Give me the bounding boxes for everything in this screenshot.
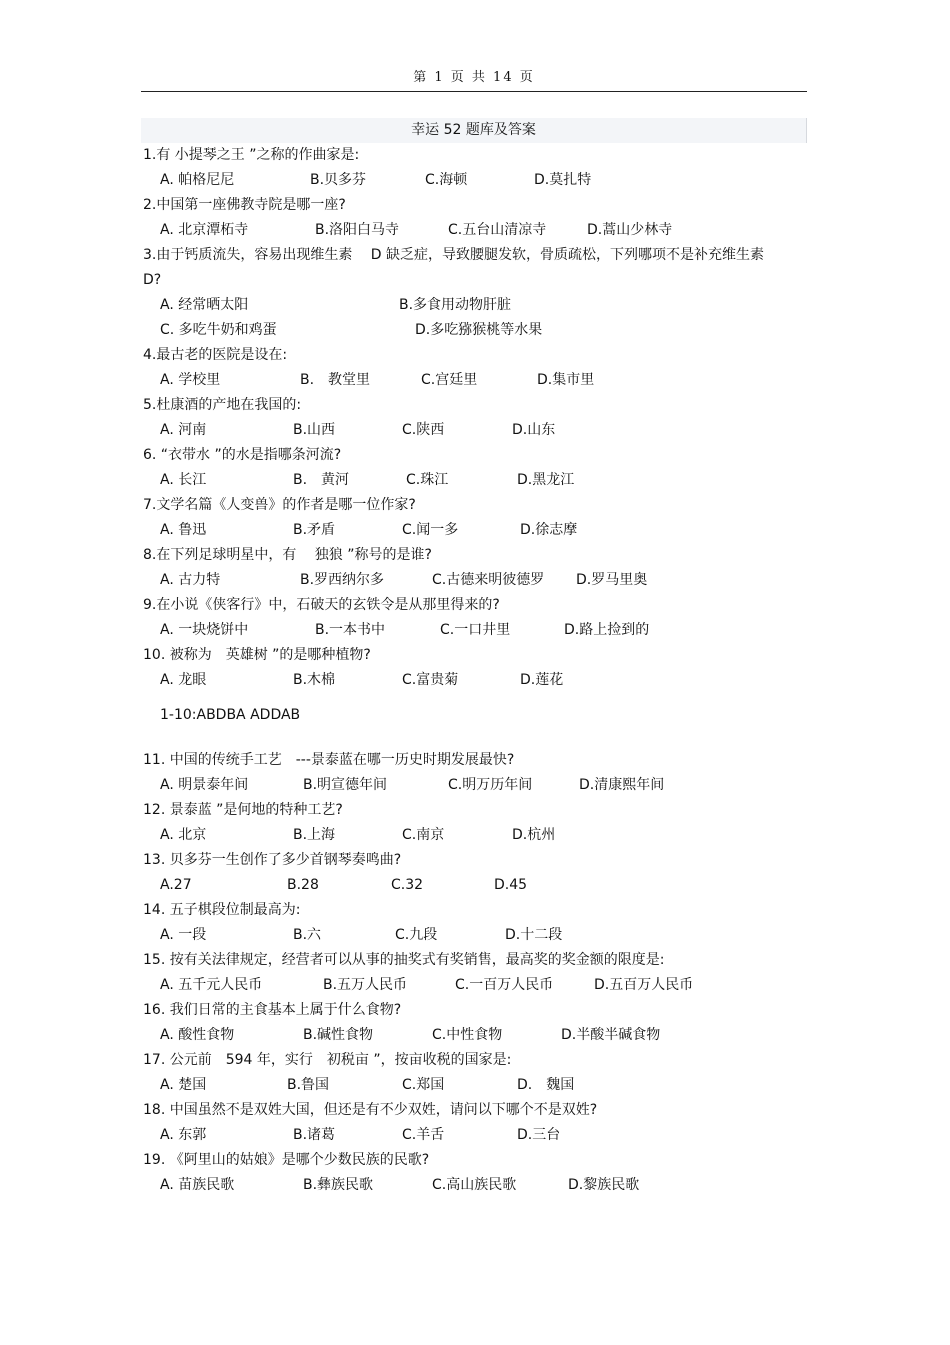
page-number-header: 第 1 页 共 14 页: [413, 70, 535, 85]
answer-option: A. 明景泰年间: [160, 777, 249, 793]
answer-option: D.半酸半碱食物: [561, 1027, 661, 1043]
answer-options: [141, 218, 807, 243]
answer-option: C.古德来明彼德罗: [432, 572, 545, 588]
answer-option: C.羊舌: [402, 1127, 445, 1143]
answer-option: B. 黄河: [293, 472, 350, 488]
question-text: 2.中国第一座佛教寺院是哪一座?: [143, 197, 346, 213]
question-text: 3.由于钙质流失，容易出现维生素 D 缺乏症，导致腰腿发软，骨质疏松，下列哪项不是补充维生素 D?: [143, 247, 779, 288]
answer-option: A. 五千元人民币: [160, 977, 263, 993]
answer-options: [141, 668, 807, 693]
answer-option: B.罗西纳尔多: [300, 572, 385, 588]
question-text: 5.杜康酒的产地在我国的:: [143, 397, 302, 413]
question-text: 14. 五子棋段位制最高为:: [143, 902, 301, 918]
question-text: 19. 《阿里山的姑娘》是哪个少数民族的民歌?: [143, 1152, 430, 1168]
answer-option: A. 龙眼: [160, 672, 207, 688]
answer-option: C.富贵菊: [402, 672, 459, 688]
answer-option: B.木棉: [293, 672, 336, 688]
answer-options: [141, 293, 807, 318]
question-text: 13. 贝多芬一生创作了多少首钢琴奏鸣曲?: [143, 852, 402, 868]
answer-option: B.六: [293, 927, 322, 943]
question-text: 4.最古老的医院是设在:: [143, 347, 288, 363]
answer-option: A. 古力特: [160, 572, 221, 588]
answer-key-1-10: 1-10:ABDBA ADDAB: [160, 707, 301, 723]
answer-option: A. 一段: [160, 927, 207, 943]
question-text: 15. 按有关法律规定，经营者可以从事的抽奖式有奖销售，最高奖的奖金额的限度是:: [143, 952, 665, 968]
answer-option: D.徐志摩: [520, 522, 578, 538]
answer-option: D.莲花: [520, 672, 564, 688]
answer-option: B.洛阳白马寺: [315, 222, 400, 238]
answer-option: B.彝族民歌: [303, 1177, 374, 1193]
answer-option: D.45: [494, 877, 528, 893]
question-text: 10. 被称为 英雄树 ”的是哪种植物?: [143, 647, 371, 663]
answer-option: D.清康熙年间: [579, 777, 665, 793]
answer-option: C.郑国: [402, 1077, 445, 1093]
answer-options: [141, 368, 807, 393]
answer-option: D.十二段: [505, 927, 563, 943]
answer-option: C.海顿: [425, 172, 468, 188]
document-title: 幸运 52 题库及答案: [141, 118, 807, 143]
answer-option: D. 魏国: [517, 1077, 575, 1093]
question-block-1: [141, 143, 807, 693]
answer-options: [141, 468, 807, 493]
question-text: 17. 公元前 594 年，实行 初税亩 ”，按亩收税的国家是:: [143, 1052, 512, 1068]
answer-option: A. 酸性食物: [160, 1027, 235, 1043]
answer-option: D.路上捡到的: [564, 622, 650, 638]
answer-option: D.罗马里奥: [576, 572, 648, 588]
answer-option: D.黑龙江: [517, 472, 575, 488]
document-body: [141, 118, 807, 1198]
answer-options: [141, 1023, 807, 1048]
answer-option: D.三台: [517, 1127, 561, 1143]
answer-options: [141, 1123, 807, 1148]
answer-option: A. 鲁迅: [160, 522, 207, 538]
question-text: 12. 景泰蓝 ”是何地的特种工艺?: [143, 802, 343, 818]
answer-option: C.32: [391, 877, 424, 893]
answer-option: D.多吃猕猴桃等水果: [415, 322, 543, 338]
answer-option: C.五台山清凉寺: [448, 222, 547, 238]
answer-options: [141, 873, 807, 898]
header-divider: [141, 91, 807, 92]
answer-option: C.闻一多: [402, 522, 459, 538]
answer-option: B.鲁国: [287, 1077, 330, 1093]
answer-option: C.宫廷里: [421, 372, 478, 388]
answer-options: [141, 418, 807, 443]
answer-options: [141, 618, 807, 643]
answer-option: A. 经常晒太阳: [160, 297, 249, 313]
answer-option: B.矛盾: [293, 522, 336, 538]
answer-option: A. 北京潭柘寺: [160, 222, 249, 238]
answer-option: D.黎族民歌: [568, 1177, 640, 1193]
question-text: 6. “衣带水 ”的水是指哪条河流?: [143, 447, 342, 463]
answer-option: D.山东: [512, 422, 556, 438]
question-text: 1.有 小提琴之王 ”之称的作曲家是:: [143, 147, 360, 163]
answer-option: A. 帕格尼尼: [160, 172, 235, 188]
answer-options: [141, 823, 807, 848]
answer-option: D.杭州: [512, 827, 556, 843]
question-text: 7.文学名篇《人变兽》的作者是哪一位作家?: [143, 497, 416, 513]
question-text: 16. 我们日常的主食基本上属于什么食物?: [143, 1002, 402, 1018]
answer-option: C.一百万人民币: [455, 977, 554, 993]
answer-option: C.一口井里: [440, 622, 511, 638]
answer-option: B.一本书中: [315, 622, 386, 638]
answer-option: A. 东郭: [160, 1127, 207, 1143]
answer-option: C.高山族民歌: [432, 1177, 517, 1193]
question-text: 9.在小说《侠客行》中，石破天的玄铁令是从那里得来的?: [143, 597, 500, 613]
answer-options: [141, 1173, 807, 1198]
answer-options: [141, 568, 807, 593]
question-text: 11. 中国的传统手工艺 ---景泰蓝在哪一历史时期发展最快?: [143, 752, 515, 768]
answer-option: D.蒿山少林寺: [587, 222, 673, 238]
answer-option: C.珠江: [406, 472, 449, 488]
answer-option: C.九段: [395, 927, 438, 943]
answer-option: B.贝多芬: [310, 172, 367, 188]
answer-option: C.南京: [402, 827, 445, 843]
answer-option: D.莫扎特: [534, 172, 592, 188]
answer-option: B.明宣德年间: [303, 777, 388, 793]
answer-option: B. 教堂里: [300, 372, 371, 388]
question-text: 18. 中国虽然不是双姓大国，但还是有不少双姓，请问以下哪个不是双姓?: [143, 1102, 598, 1118]
answer-option: B.碱性食物: [303, 1027, 374, 1043]
answer-option: A. 学校里: [160, 372, 221, 388]
question-text: 8.在下列足球明星中，有 独狼 ”称号的是谁?: [143, 547, 432, 563]
answer-option: C.明万历年间: [448, 777, 533, 793]
answer-option: A. 北京: [160, 827, 207, 843]
answer-option: A. 一块烧饼中: [160, 622, 249, 638]
answer-option: C.中性食物: [432, 1027, 503, 1043]
answer-option: B.五万人民币: [323, 977, 408, 993]
answer-option: D.五百万人民币: [594, 977, 694, 993]
answer-options: [141, 773, 807, 798]
answer-options: [141, 318, 807, 343]
answer-option: C. 多吃牛奶和鸡蛋: [160, 322, 277, 338]
answer-option: C.陕西: [402, 422, 445, 438]
answer-options: [141, 168, 807, 193]
answer-option: A. 河南: [160, 422, 207, 438]
answer-options: [141, 1073, 807, 1098]
answer-options: [141, 973, 807, 998]
answer-option: A.27: [160, 877, 192, 893]
question-block-2: [141, 748, 807, 1198]
answer-option: B.上海: [293, 827, 336, 843]
answer-option: B.28: [287, 877, 319, 893]
answer-option: B.多食用动物肝脏: [399, 297, 512, 313]
answer-options: [141, 518, 807, 543]
answer-option: D.集市里: [537, 372, 595, 388]
answer-option: B.诸葛: [293, 1127, 336, 1143]
answer-option: A. 楚国: [160, 1077, 207, 1093]
answer-option: A. 长江: [160, 472, 207, 488]
answer-option: B.山西: [293, 422, 336, 438]
answer-options: [141, 923, 807, 948]
answer-option: A. 苗族民歌: [160, 1177, 235, 1193]
